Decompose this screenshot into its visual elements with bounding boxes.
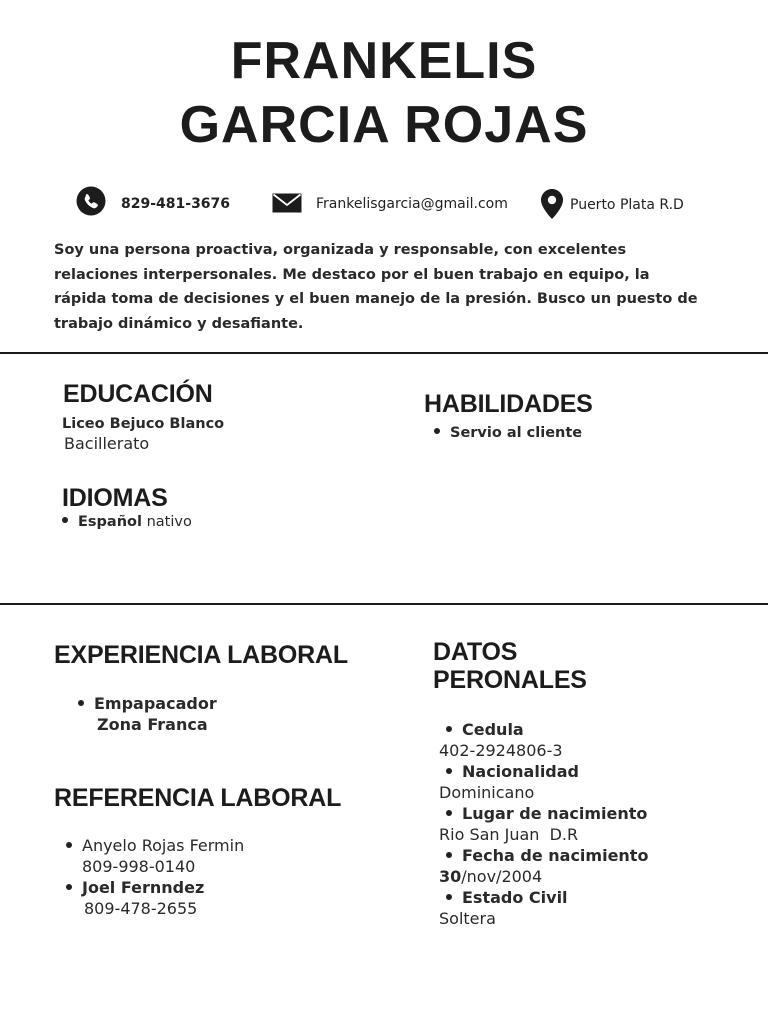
education-school: Liceo Bejuco Blanco <box>62 416 225 432</box>
bullet-icon <box>446 768 452 774</box>
section-divider <box>0 603 768 605</box>
reference-item <box>66 878 204 897</box>
email-address: Frankelisgarcia@gmail.com <box>316 196 508 212</box>
personal-label-birthdate: Fecha de nacimiento <box>446 846 648 865</box>
skill-label: Servio al cliente <box>450 425 583 441</box>
language-item <box>62 514 192 530</box>
experience-item <box>78 694 217 713</box>
personal-value-birthplace: Rio San Juan D.R <box>439 825 579 844</box>
experience-role: Empapacador <box>94 694 217 713</box>
experience-heading: EXPERIENCIA LABORAL <box>54 641 348 669</box>
phone-number: 829-481-3676 <box>121 196 231 212</box>
bullet-icon <box>78 700 84 706</box>
email-icon <box>272 193 302 213</box>
personal-value-civil-status: Soltera <box>439 909 496 928</box>
personal-label-civil-status: Estado Civil <box>446 888 568 907</box>
section-divider <box>0 352 768 354</box>
references-heading: REFERENCIA LABORAL <box>54 784 342 812</box>
personal-heading-line-2: PERONALES <box>433 666 587 694</box>
reference-phone: 809-998-0140 <box>82 857 196 876</box>
phone-icon <box>76 186 106 216</box>
profile-summary: Soy una persona proactiva, organizada y responsable, con excelentes relaciones interpersonales. Me destaco por el buen trabajo en equipo, la rápida toma de decisiones y el buen manejo de la presión. Busco un puesto de trabajo dinámico y desafiante. <box>54 242 698 332</box>
language-name: Español <box>78 514 142 530</box>
experience-place: Zona Franca <box>97 715 208 734</box>
reference-name: Joel Fernndez <box>82 878 205 897</box>
reference-item <box>66 836 244 855</box>
reference-name: Anyelo Rojas Fermin <box>82 836 245 855</box>
education-heading: EDUCACIÓN <box>63 380 213 408</box>
bullet-icon <box>66 842 72 848</box>
education-degree: Bacillerato <box>64 434 150 453</box>
personal-label-birthplace: Lugar de nacimiento <box>446 804 647 823</box>
name-line-2: GARCIA ROJAS <box>179 96 589 154</box>
name-line-1: FRANKELIS <box>230 32 538 90</box>
bullet-icon <box>66 884 72 890</box>
personal-value-birthdate: 30/nov/2004 <box>439 867 543 886</box>
location-pin-icon <box>540 188 564 220</box>
personal-label-nationality: Nacionalidad <box>446 762 579 781</box>
personal-label-cedula: Cedula <box>446 720 524 739</box>
bullet-icon <box>434 428 440 434</box>
reference-phone: 809-478-2655 <box>84 899 198 918</box>
language-level: nativo <box>146 514 192 530</box>
personal-heading-line-1: DATOS <box>433 638 518 666</box>
languages-heading: IDIOMAS <box>62 484 168 512</box>
bullet-icon <box>446 726 452 732</box>
bullet-icon <box>446 810 452 816</box>
personal-value-nationality: Dominicano <box>439 783 535 802</box>
bullet-icon <box>62 517 68 523</box>
bullet-icon <box>446 894 452 900</box>
bullet-icon <box>446 852 452 858</box>
skills-heading: HABILIDADES <box>424 390 593 418</box>
personal-value-cedula: 402-2924806-3 <box>439 741 563 760</box>
location-text: Puerto Plata R.D <box>570 197 684 213</box>
skill-item <box>434 425 582 441</box>
